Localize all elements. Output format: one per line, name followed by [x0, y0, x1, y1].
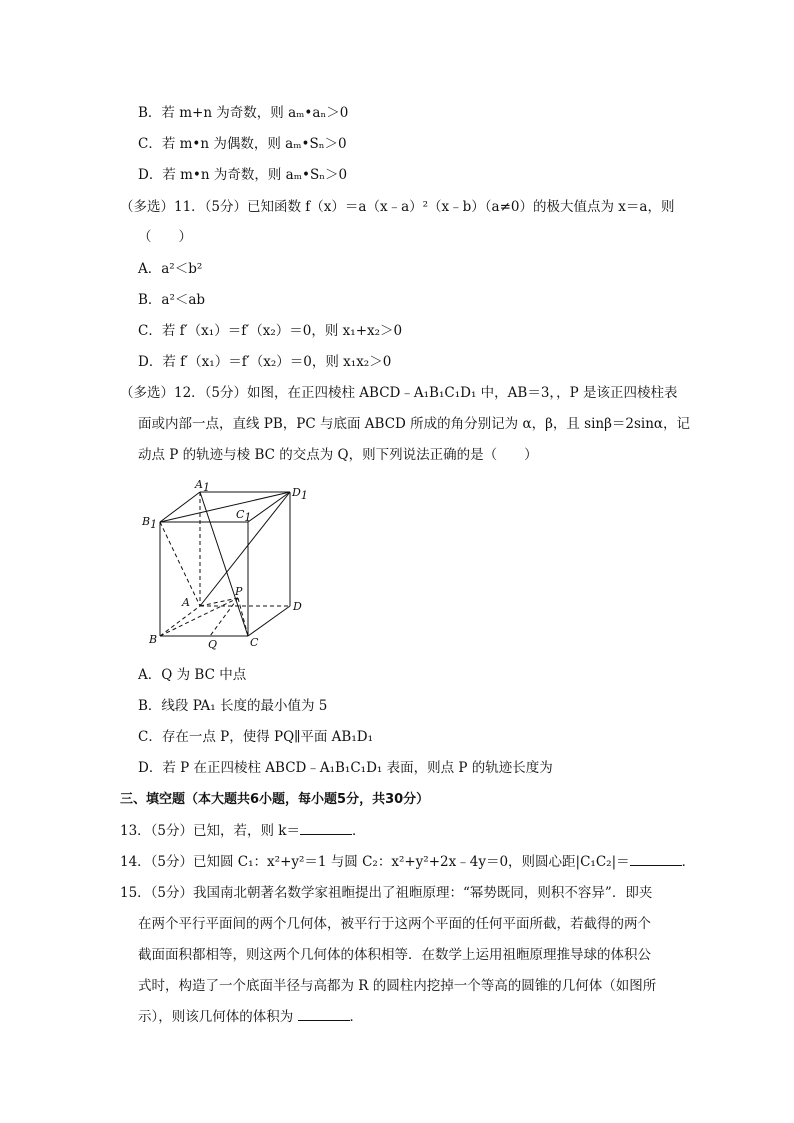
label-a1: A1 — [195, 478, 210, 494]
q12-option-d: D．若 P 在正四棱柱 ABCD﹣A₁B₁C₁D₁ 表面，则点 P 的轨迹长度为 — [138, 760, 553, 776]
q14-end: ． — [681, 854, 696, 870]
label-a: A — [182, 596, 190, 609]
q11-option-d: D．若 f′（x₁）＝f′（x₂）＝0，则 x₁x₂＞0 — [138, 354, 392, 370]
q15-line4: 式时，构造了一个底面半径与高都为 R 的圆柱内挖掉一个等高的圆锥的几何体（如图所 — [138, 978, 657, 994]
q10-option-c: C．若 m•n 为偶数，则 aₘ•Sₙ＞0 — [138, 136, 347, 152]
label-c: C — [250, 636, 259, 649]
section-3-heading: 三、填空题（本大题共6小题，每小题5分，共30分） — [120, 792, 430, 807]
q12-stem-line1: （多选）12．（5分）如图，在正四棱柱 ABCD﹣A₁B₁C₁D₁ 中，AB＝3，，P 是该正四棱柱表 — [120, 385, 678, 401]
label-c1: C1 — [236, 508, 252, 524]
q14 — [120, 852, 695, 872]
q15-line5-text: 示），则该几何体的体积为 — [138, 1009, 298, 1025]
label-d1: D1 — [292, 486, 308, 502]
q13-end: ． — [352, 823, 366, 839]
q14-text: 14．（5分）已知圆 C₁：x²+y²＝1 与圆 C₂：x²+y²+2x﹣4y＝0，则圆心距|C₁C₂|＝ — [120, 854, 630, 870]
label-b1: B1 — [142, 515, 158, 531]
prism-figure — [138, 476, 318, 652]
q12-option-c: C．存在一点 P，使得 PQ∥平面 AB₁D₁ — [138, 729, 373, 745]
q12-stem-line2: 面或内部一点，直线 PB，PC 与底面 ABCD 所成的角分别记为 α，β，且 sinβ＝2sinα，记 — [138, 416, 691, 432]
q15-line5 — [138, 1007, 363, 1027]
label-p: P — [235, 585, 243, 598]
q14-blank — [630, 852, 682, 866]
q15-blank — [298, 1007, 350, 1021]
q12-option-b: B．线段 PA₁ 长度的最小值为 5 — [138, 698, 328, 714]
q10-option-b: B．若 m+n 为奇数，则 aₘ•aₙ＞0 — [138, 105, 349, 121]
label-q: Q — [208, 638, 218, 651]
q15-line1: 15．（5分）我国南北朝著名数学家祖暅提出了祖暅原理：“幂势既同，则积不容异”．即夹 — [120, 885, 653, 901]
q11-stem-cont: （ ） — [138, 229, 192, 245]
q15-end: ． — [349, 1009, 364, 1025]
q13-text: 13．（5分）已知，若，则 k＝ — [120, 823, 300, 839]
q10-option-d: D．若 m•n 为奇数，则 aₘ•Sₙ＞0 — [138, 167, 348, 183]
q11-stem: （多选）11．（5分）已知函数 f（x）＝a（x﹣a）²（x﹣b）（a≠0）的极大值点为 x＝a，则 — [120, 199, 675, 215]
q13-blank — [300, 821, 352, 835]
q12-stem-line3: 动点 P 的轨迹与棱 BC 的交点为 Q，则下列说法正确的是（ ） — [138, 447, 538, 463]
q15-line3: 截面面积都相等，则这两个几何体的体积相等．在数学上运用祖暅原理推导球的体积公 — [138, 947, 651, 963]
q13 — [120, 821, 366, 841]
q12-option-a: A．Q 为 BC 中点 — [138, 667, 247, 683]
q15-line2: 在两个平行平面间的两个几何体，被平行于这两个平面的任何平面所截，若截得的两个 — [138, 916, 651, 932]
q11-option-b: B．a²＜ab — [138, 292, 206, 308]
label-d: D — [293, 600, 302, 613]
q11-option-c: C．若 f′（x₁）＝f′（x₂）＝0，则 x₁+x₂＞0 — [138, 323, 403, 339]
q11-option-a: A．a²＜b² — [138, 261, 203, 277]
label-b: B — [149, 633, 158, 646]
